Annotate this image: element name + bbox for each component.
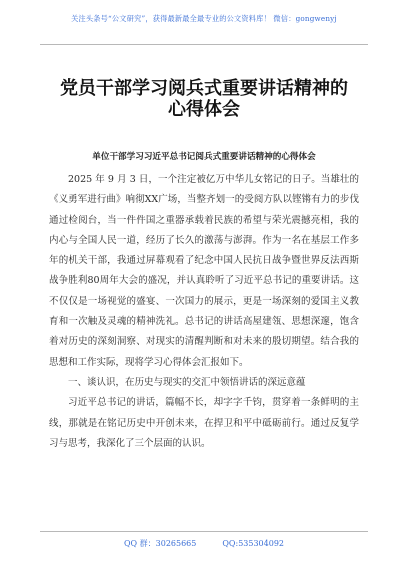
- body-paragraph: 2025 年 9 月 3 日，一个注定被亿万中华儿女铭记的日子。当雄壮的《义勇军进行曲》响彻XX广场，当整齐划一的受阅方队以铿锵有力的步伐通过检阅台，当一件件国之重器承载着民族的希望与荣光震撼亮相，我的内心与全国人民一道，经历了长久的激荡与澎湃。作为一名在基层工作多年的机关干部，我通过屏幕观看了纪念中国人民抗日战争暨世界反法西斯战争胜利80周年大会的盛况，并认真聆听了习近平总书记的重要讲话。这不仅仅是一场视觉的盛宴、一次国力的展示，更是一场深刻的爱国主义教育和一次触及灵魂的精神洗礼。总书记的讲话高屋建瓴、思想深邃，饱含着对历史的深刻洞察、对现实的清醒判断和对未来的殷切期望。结合我的思想和工作实际，现将学习心得体会汇报如下。: [49, 174, 359, 368]
- document-title: [40, 78, 368, 120]
- section-heading: 一、谈认识，在历史与现实的交汇中领悟讲话的深远意蕴: [68, 376, 306, 388]
- document-body: [49, 170, 359, 454]
- header-note: 关注头条号“公文研究”，获得最新最全最专业的公文资料库！ 微信：gongwenyj: [71, 14, 337, 23]
- footer-qq: QQ:535304092: [222, 539, 284, 548]
- title-line-1: 党员干部学习阅兵式重要讲话精神的: [60, 78, 348, 99]
- footer-qq-group: QQ 群：30265665: [123, 539, 197, 548]
- title-line-2: 心得体会: [168, 99, 240, 120]
- body-paragraph: 习近平总书记的讲话，篇幅不长，却字字千钧，贯穿着一条鲜明的主线，那就是在铭记历史中开创未来，在捍卫和平中砥砺前行。通过反复学习与思考，我深化了三个层面的认识。: [49, 397, 359, 449]
- document-subtitle: 单位干部学习习近平总书记阅兵式重要讲话精神的心得体会: [92, 152, 316, 162]
- footer: [0, 538, 408, 549]
- footer-divider: [40, 531, 368, 532]
- header-divider: [40, 44, 368, 45]
